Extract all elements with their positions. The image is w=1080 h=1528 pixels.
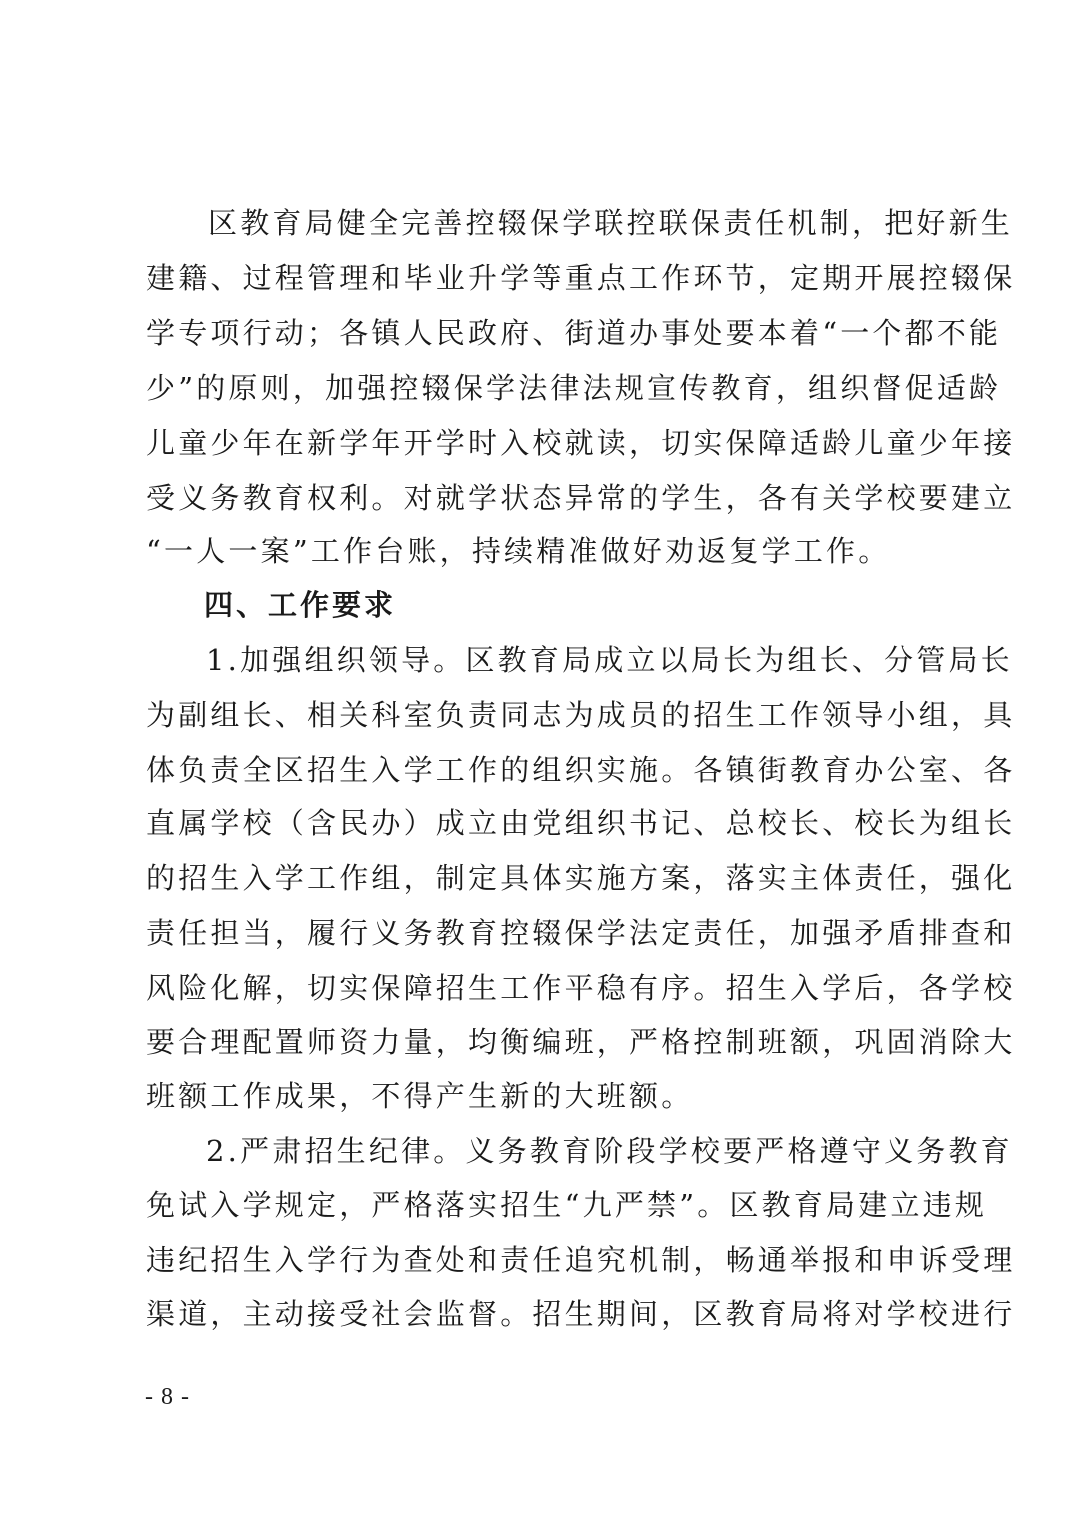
paragraph-line-12: 的招生入学工作组，制定具体实施方案，落实主体责任，强化 [146,861,1016,895]
paragraph-line-16: 班额工作成果，不得产生新的大班额。 [146,1079,694,1113]
paragraph-line-8: 1.加强组织领导。区教育局成立以局长为组长、分管局长 [206,643,1013,677]
page-number: - 8 - [145,1384,190,1410]
paragraph-line-3: 学专项行动；各镇人民政府、街道办事处要本着“一个都不能 [146,316,1002,350]
paragraph-line-10: 体负责全区招生入学工作的组织实施。各镇街教育办公室、各 [146,753,1016,787]
section-heading: 四、工作要求 [204,588,397,622]
paragraph-line-20: 渠道，主动接受社会监督。招生期间，区教育局将对学校进行 [146,1297,1016,1331]
paragraph-line-2: 建籍、过程管理和毕业升学等重点工作环节，定期开展控辍保 [146,261,1016,295]
paragraph-line-18: 免试入学规定，严格落实招生“九严禁”。区教育局建立违规 [146,1188,988,1222]
paragraph-line-14: 风险化解，切实保障招生工作平稳有序。招生入学后，各学校 [146,971,1016,1005]
paragraph-line-7: “一人一案”工作台账，持续精准做好劝返复学工作。 [146,534,891,568]
paragraph-line-11: 直属学校（含民办）成立由党组织书记、总校长、校长为组长 [146,806,1016,840]
paragraph-line-5: 儿童少年在新学年开学时入校就读，切实保障适龄儿童少年接 [146,426,1016,460]
paragraph-line-6: 受义务教育权利。对就学状态异常的学生，各有关学校要建立 [146,481,1016,515]
paragraph-line-4: 少”的原则，加强控辍保学法律法规宣传教育，组织督促适龄 [146,371,1002,405]
paragraph-line-13: 责任担当，履行义务教育控辍保学法定责任，加强矛盾排查和 [146,916,1016,950]
paragraph-line-17: 2.严肃招生纪律。义务教育阶段学校要严格遵守义务教育 [206,1134,1013,1168]
paragraph-line-9: 为副组长、相关科室负责同志为成员的招生工作领导小组，具 [146,698,1016,732]
paragraph-line-1: 区教育局健全完善控辍保学联控联保责任机制，把好新生 [208,206,1014,240]
paragraph-line-19: 违纪招生入学行为查处和责任追究机制，畅通举报和申诉受理 [146,1243,1016,1277]
paragraph-line-15: 要合理配置师资力量，均衡编班，严格控制班额，巩固消除大 [146,1025,1016,1059]
